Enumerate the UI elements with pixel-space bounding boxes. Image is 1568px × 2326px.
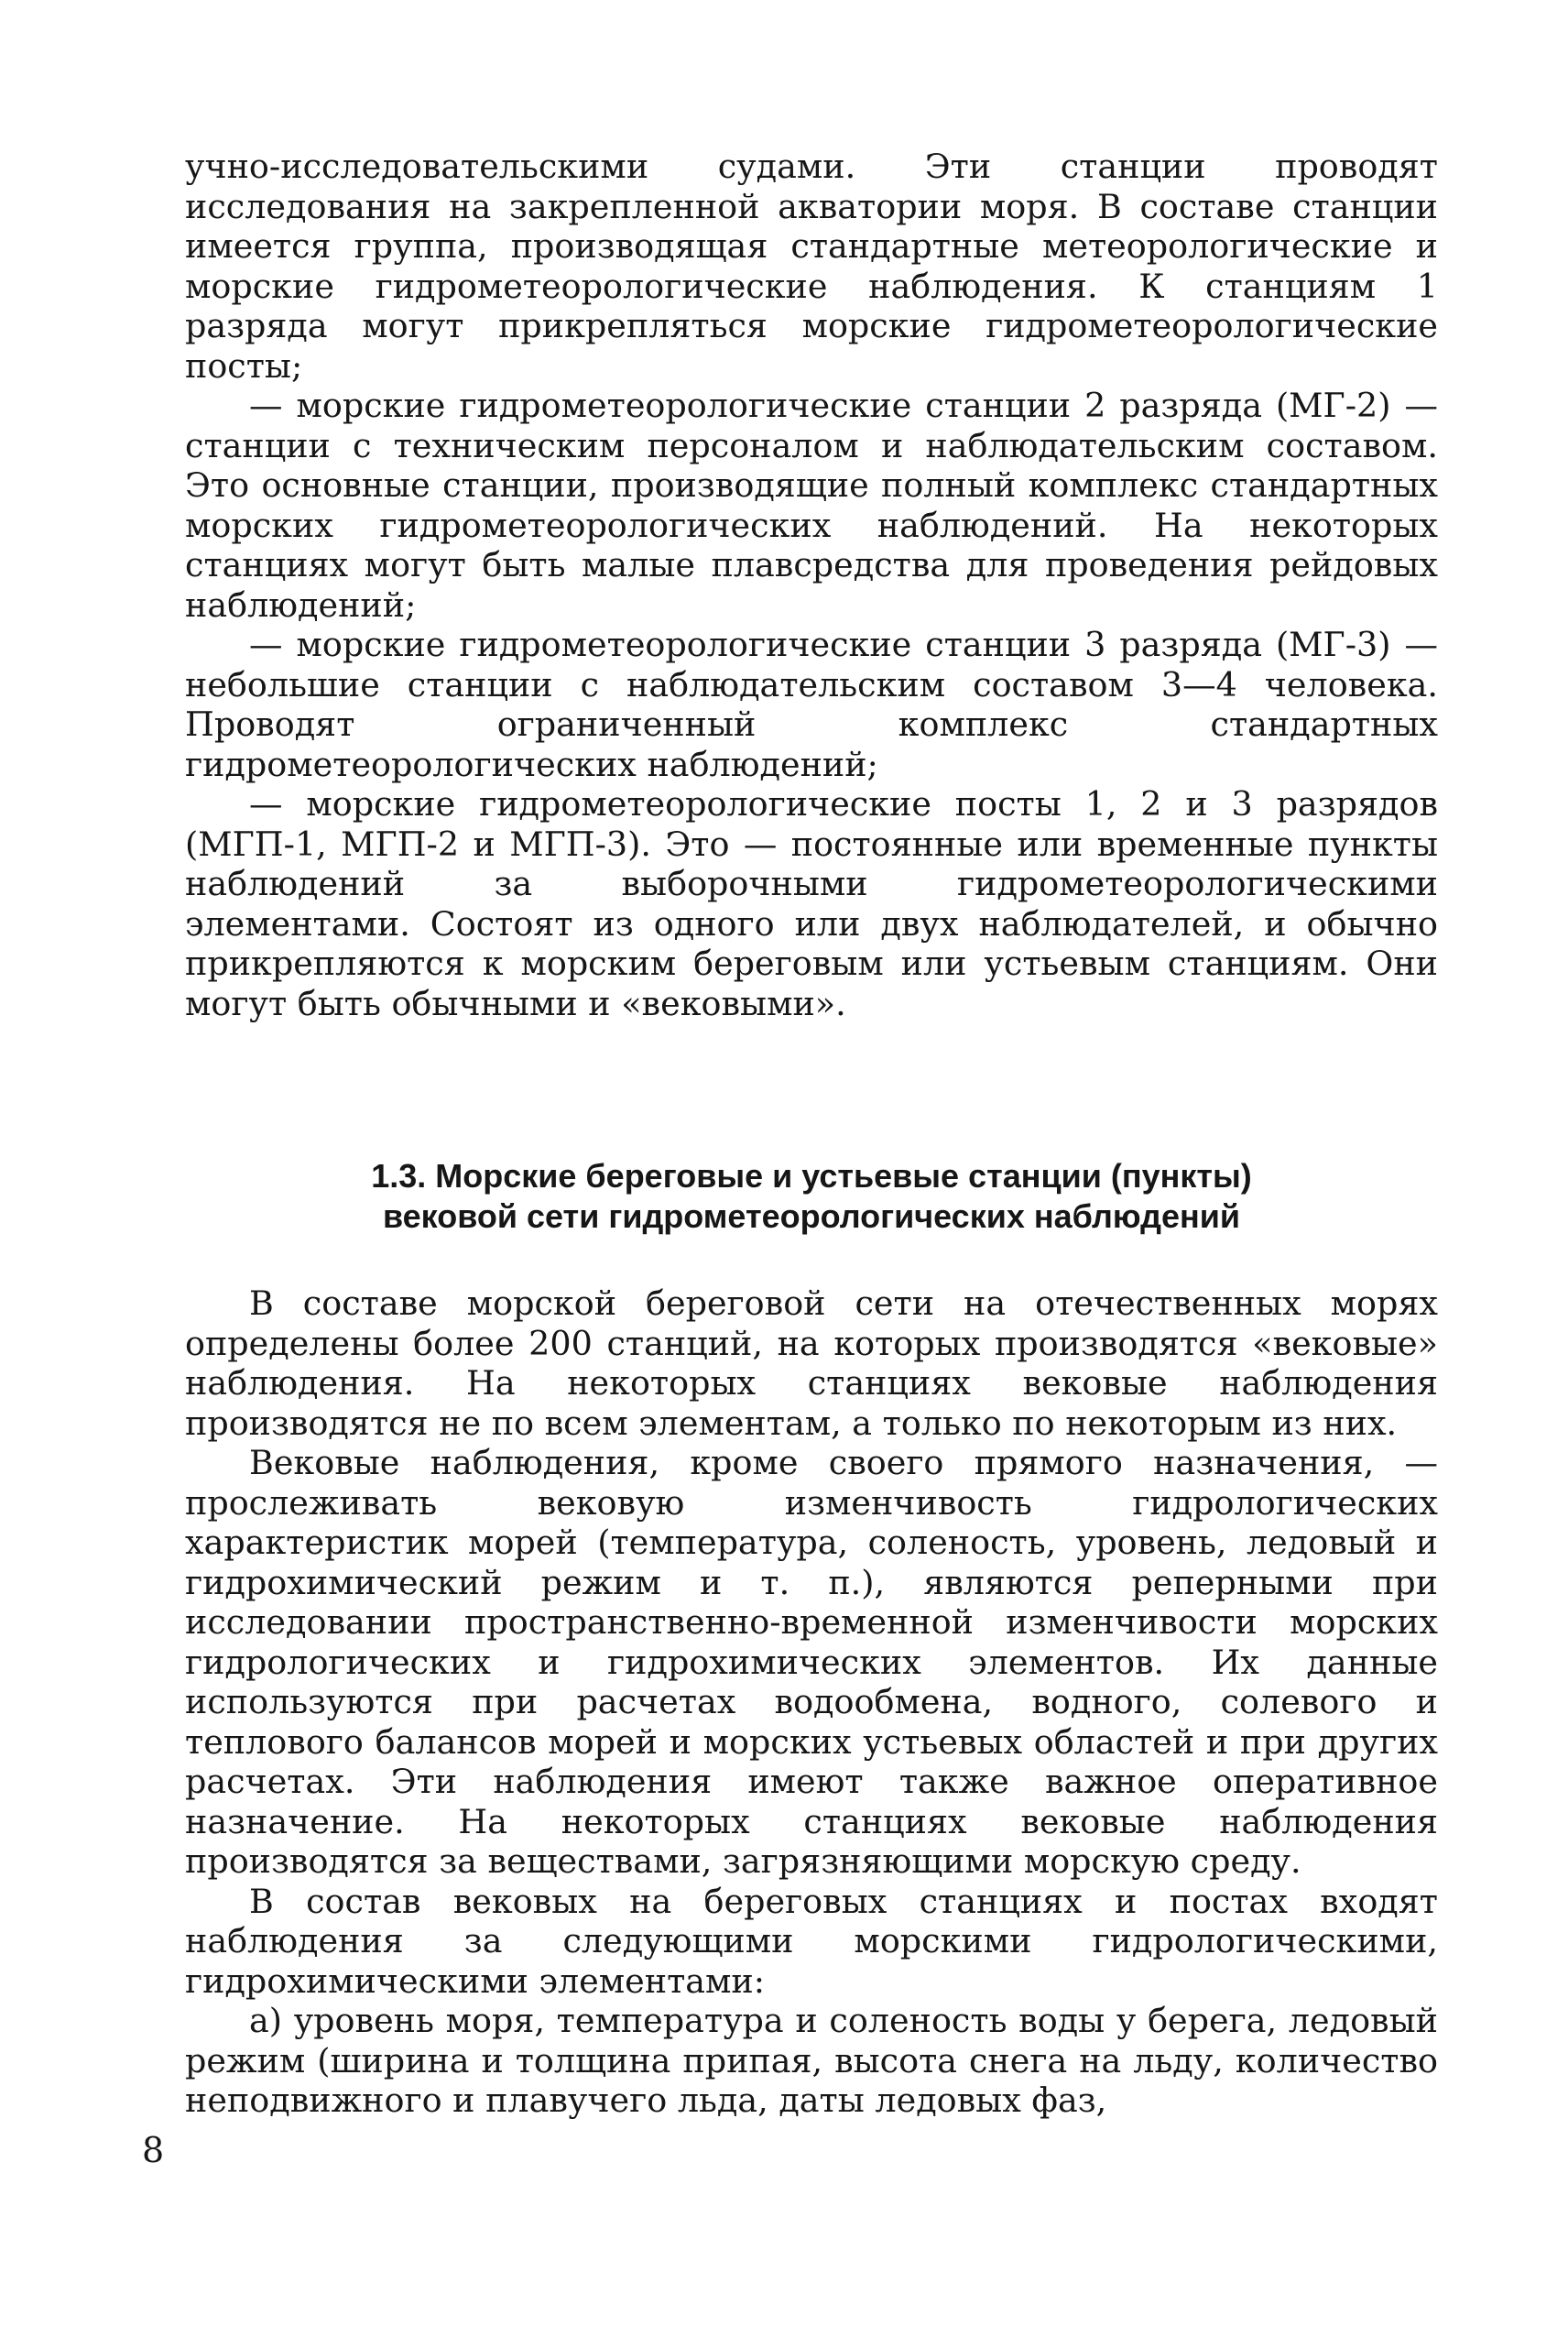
section-heading-line-1: 1.3. Морские береговые и устьевые станции (пункты) [371,1157,1252,1195]
paragraph-mg2-stations: — морские гидрометеорологические станции 2 разряда (МГ-2) — станции с техническим персоналом и наблюдательским составом. Это основные станции, производящие полный комплекс стандартных морских гидрометеорологических наблюдений. На некоторых станциях могут быть малые плавсредства для проведения рейдовых наблюдений; [185,386,1438,625]
text-block-top [185,147,1438,1023]
text-block-bottom [185,1283,1438,2121]
paragraph-centennial-observations: Вековые наблюдения, кроме своего прямого назначения, — прослеживать вековую изменчивость гидрологических характеристик морей (температура, соленость, уровень, ледовый и гидрохимический режим и т. п.), являются реперными при исследовании пространственно-временной изменчивости морских гидрологических и гидрохимических элементов. Их данные используются при расчетах водообмена, водного, солевого и теплового балансов морей и морских устьевых областей и при других расчетах. Эти наблюдения имеют также важное оперативное назначение. На некоторых станциях вековые наблюдения производятся за веществами, загрязняющими морскую среду. [185,1443,1438,1881]
section-heading-line-2: вековой сети гидрометеорологических наблюдений [383,1197,1240,1235]
section-heading [185,1156,1438,1237]
paragraph-mg3-stations: — морские гидрометеорологические станции 3 разряда (МГ-3) — небольшие станции с наблюдательским составом 3—4 человека. Проводят ограниченный комплекс стандартных гидрометеорологических наблюдений; [185,625,1438,784]
page-number: 8 [142,2130,165,2170]
paragraph-list-item-a: а) уровень моря, температура и соленость воды у берега, ледовый режим (ширина и толщина припая, высота снега на льду, количество неподвижного и плавучего льда, даты ледовых фаз, [185,2001,1438,2120]
paragraph-continuation: учно-исследовательскими судами. Эти станции проводят исследования на закрепленной акватории моря. В составе станции имеется группа, производящая стандартные метеорологические и морские гидрометеорологические наблюдения. К станциям 1 разряда могут прикрепляться морские гидрометеорологические посты; [185,147,1438,386]
paragraph-observation-elements: В состав вековых на береговых станциях и постах входят наблюдения за следующими морскими гидрологическими, гидрохимическими элементами: [185,1881,1438,2001]
paragraph-mgp-posts: — морские гидрометеорологические посты 1, 2 и 3 разрядов (МГП-1, МГП-2 и МГП-3). Это — постоянные или временные пункты наблюдений за выборочными гидрометеорологическими элементами. Состоят из одного или двух наблюдателей, и обычно прикрепляются к морским береговым или устьевым станциям. Они могут быть обычными и «вековыми». [185,784,1438,1023]
paragraph-coastal-network: В составе морской береговой сети на отечественных морях определены более 200 станций, на которых производятся «вековые» наблюдения. На некоторых станциях вековые наблюдения производятся не по всем элементам, а только по некоторым из них. [185,1283,1438,1443]
